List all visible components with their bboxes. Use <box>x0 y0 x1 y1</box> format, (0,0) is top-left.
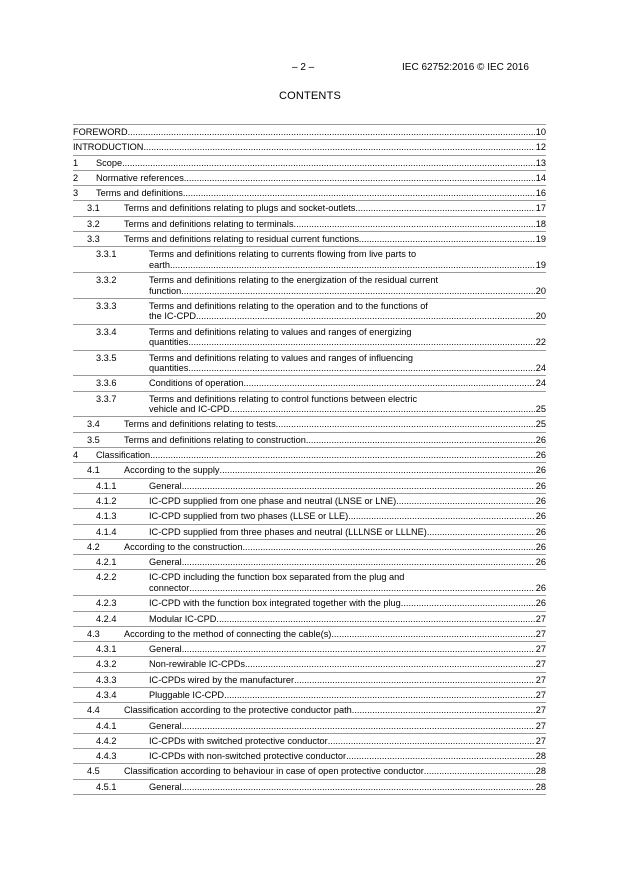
toc-entry-title: IC-CPD supplied from three phases and neutral (LLLNSE or LLLNE) <box>149 526 427 537</box>
toc-entry-number: 4.2.4 <box>96 613 117 624</box>
toc-leader-dots <box>170 260 535 271</box>
toc-entry-title: According to the construction <box>124 541 243 552</box>
toc-entry[interactable] <box>73 171 546 186</box>
toc-entry[interactable] <box>73 325 546 351</box>
toc-leader-dots <box>188 337 534 348</box>
toc-entry[interactable] <box>73 703 546 718</box>
toc-entry[interactable] <box>73 217 546 232</box>
toc-entry[interactable] <box>73 612 546 627</box>
toc-leader-dots <box>143 142 534 153</box>
toc-entry[interactable] <box>73 764 546 779</box>
toc-leader-dots <box>182 557 535 568</box>
toc-page-number: 16 <box>535 188 546 199</box>
toc-leader-dots <box>188 363 534 374</box>
toc-leader-dots <box>306 435 535 446</box>
toc-entry[interactable] <box>73 448 546 463</box>
toc-entry-title: Terms and definitions <box>96 188 183 199</box>
toc-entry[interactable] <box>73 734 546 749</box>
toc-entry-number: 4.4.3 <box>96 751 117 762</box>
toc-leader-dots <box>183 188 535 199</box>
toc-leader-dots <box>294 219 535 230</box>
toc-entry-title: Normative references <box>96 172 184 183</box>
toc-page-number: 24 <box>535 378 546 389</box>
toc-entry-title: Modular IC-CPD <box>149 613 217 624</box>
toc-leader-dots <box>427 527 535 538</box>
toc-entry-number: 4.4.1 <box>96 720 117 731</box>
toc-page-number: 27 <box>535 690 546 700</box>
toc-leader-dots <box>245 659 535 670</box>
toc-leader-dots <box>401 598 535 609</box>
toc-entry-title: Scope <box>96 157 123 168</box>
toc-entry-title: Terms and definitions relating to the operation and to the functions of <box>149 300 428 311</box>
toc-page-number: 27 <box>535 705 546 716</box>
toc-entry-title: According to the method of connecting the cable(s) <box>124 628 332 639</box>
toc-entry[interactable] <box>73 417 546 432</box>
toc-page-number: 26 <box>535 582 546 593</box>
toc-entry-number: 3.1 <box>87 203 100 214</box>
toc-entry-title: General <box>149 781 182 792</box>
toc-entry-number: 4.1 <box>87 465 100 476</box>
toc-entry-title: IC-CPDs with non-switched protective conductor <box>149 751 347 762</box>
toc-page-number: 28 <box>535 766 546 777</box>
toc-page-number: 14 <box>535 172 546 183</box>
toc-entry-number: 4.3.1 <box>96 644 117 655</box>
toc-page-number: 26 <box>535 465 546 476</box>
toc-entry-number: 4.4 <box>87 705 100 716</box>
toc-leader-dots <box>331 629 534 640</box>
toc-entry-title: Classification according to behaviour in case of open protective conductor <box>124 766 424 777</box>
toc-entry[interactable] <box>73 201 546 216</box>
toc-entry-number: 4.1.1 <box>96 480 117 491</box>
toc-entry-title: General <box>149 480 182 491</box>
toc-leader-dots <box>182 782 535 793</box>
toc-page-number: 22 <box>535 337 546 348</box>
toc-page-number: 26 <box>535 526 546 537</box>
toc-entry[interactable] <box>73 642 546 657</box>
toc-page-number: 27 <box>535 735 546 746</box>
toc-entry-title: earth <box>149 259 170 270</box>
toc-page-number: 26 <box>535 598 546 609</box>
toc-entry-title: Terms and definitions relating to plugs and socket-outlets <box>124 203 356 214</box>
toc-entry[interactable] <box>73 186 546 201</box>
toc-page-number: 19 <box>535 234 546 245</box>
toc-entry[interactable] <box>73 540 546 555</box>
toc-entry[interactable] <box>73 463 546 478</box>
toc-entry-number: 4.1.2 <box>96 495 117 506</box>
toc-entry-number: 4 <box>73 450 79 461</box>
toc-leader-dots <box>359 234 535 245</box>
toc-entry[interactable] <box>73 688 546 703</box>
toc-entry-title: Terms and definitions relating to control functions between electric <box>149 393 418 404</box>
toc-entry-title: Conditions of operation <box>149 378 244 389</box>
toc-leader-dots <box>424 766 535 777</box>
toc-page-number: 27 <box>535 613 546 624</box>
toc-entry-title: INTRODUCTION <box>73 142 144 153</box>
toc-entry-number: 3.3.5 <box>96 352 117 363</box>
toc-entry-number: 3.5 <box>87 434 100 445</box>
toc-entry[interactable] <box>73 433 546 448</box>
toc-entry-number: 3.4 <box>87 419 100 430</box>
toc-leader-dots <box>346 751 535 762</box>
toc-entry-number: 3.3.6 <box>96 378 117 389</box>
toc-entry[interactable] <box>73 140 546 155</box>
toc-leader-dots <box>396 496 535 507</box>
toc-page-number: 25 <box>535 419 546 430</box>
toc-page-number: 18 <box>535 218 546 229</box>
toc-entry-number: 3.3 <box>87 234 100 245</box>
toc-leader-dots <box>182 481 535 492</box>
toc-leader-dots <box>122 158 535 169</box>
toc-entry-number: 4.3.3 <box>96 674 117 685</box>
toc-entry[interactable] <box>73 351 546 377</box>
toc-entry-number: 4.2.2 <box>96 572 117 583</box>
toc-entry[interactable] <box>73 232 546 247</box>
toc-page-number: 26 <box>535 541 546 552</box>
toc-entry[interactable] <box>73 749 546 764</box>
toc-entry-title: IC-CPD with the function box integrated together with the plug <box>149 598 401 609</box>
toc-page-number: 27 <box>535 674 546 685</box>
toc-entry-number: 4.1.3 <box>96 511 117 522</box>
toc-leader-dots <box>182 721 535 732</box>
toc-entry-title: FOREWORD <box>73 127 128 137</box>
page-number: – 2 – <box>292 62 315 73</box>
toc-entry-title: Terms and definitions relating to values and ranges of influencing <box>149 352 414 363</box>
toc-entry-title: IC-CPD supplied from two phases (LLSE or LLE) <box>149 511 349 522</box>
toc-entry-number: 3.3.2 <box>96 275 117 286</box>
toc-page-number: 13 <box>535 157 546 168</box>
toc-page-number: 28 <box>535 781 546 792</box>
toc-entry-number: 3 <box>73 188 79 199</box>
toc-leader-dots <box>181 286 535 297</box>
toc-page-number: 20 <box>535 285 546 296</box>
toc-entry-title: function <box>149 285 182 296</box>
toc-entry-title: Pluggable IC-CPD <box>149 690 225 700</box>
toc-leader-dots <box>294 675 535 686</box>
toc-entry-number: 1 <box>73 157 79 168</box>
toc-entry[interactable] <box>73 299 546 325</box>
toc-page-number: 12 <box>535 142 546 153</box>
toc-page-number: 25 <box>535 404 546 415</box>
toc-entry-title: quantities <box>149 337 189 348</box>
page-title: CONTENTS <box>278 90 342 102</box>
toc-entry-title: Terms and definitions relating to values and ranges of energizing <box>149 326 412 337</box>
toc-entry[interactable] <box>73 627 546 642</box>
toc-entry-number: 4.3.4 <box>96 690 117 700</box>
toc-page-number: 10 <box>535 127 546 137</box>
toc-entry-number: 4.5 <box>87 766 100 777</box>
toc-entry-title: According to the supply <box>124 465 220 476</box>
toc-page-number: 27 <box>535 720 546 731</box>
toc-entry-title: quantities <box>149 363 189 374</box>
toc-entry-number: 4.3.2 <box>96 659 117 670</box>
toc-entry-title: General <box>149 644 182 655</box>
toc-entry[interactable] <box>73 376 546 391</box>
toc-entry-number: 3.3.3 <box>96 300 117 311</box>
toc-leader-dots <box>182 644 535 655</box>
toc-leader-dots <box>244 378 535 389</box>
toc-page-number: 27 <box>535 628 546 639</box>
toc-entry-title: Terms and definitions relating to terminals <box>124 218 294 229</box>
toc-entry[interactable] <box>73 719 546 734</box>
toc-entry-number: 4.2.3 <box>96 598 117 609</box>
toc-leader-dots <box>352 705 535 716</box>
toc-entry[interactable] <box>73 392 546 418</box>
toc-entry[interactable] <box>73 247 546 273</box>
document-reference: IEC 62752:2016 © IEC 2016 <box>402 62 529 73</box>
toc-entry-number: 4.5.1 <box>96 781 117 792</box>
toc-entry-title: connector <box>149 582 190 593</box>
toc-leader-dots <box>128 127 535 138</box>
toc-entry-title: General <box>149 557 182 568</box>
toc-leader-dots <box>216 614 534 625</box>
toc-entry[interactable] <box>73 124 546 140</box>
toc-entry-title: Terms and definitions relating to construction <box>124 434 306 445</box>
toc-entry[interactable] <box>73 479 546 494</box>
toc-leader-dots <box>184 173 535 184</box>
toc-entry-title: Classification according to the protective conductor path <box>124 705 352 716</box>
toc-entry-title: IC-CPD including the function box separated from the plug and <box>149 572 405 583</box>
toc-entry-title: Terms and definitions relating to currents flowing from live parts to <box>149 249 417 260</box>
toc-entry[interactable] <box>73 570 546 596</box>
toc-entry-number: 4.1.4 <box>96 526 117 537</box>
toc-entry[interactable] <box>73 596 546 611</box>
toc-leader-dots <box>196 311 535 322</box>
toc-leader-dots <box>355 203 534 214</box>
toc-page-number: 24 <box>535 363 546 374</box>
toc-entry-title: Terms and definitions relating to residual current functions <box>124 234 359 245</box>
toc-entry-title: Terms and definitions relating to tests <box>124 419 276 430</box>
toc-page-number: 26 <box>535 434 546 445</box>
toc-leader-dots <box>242 542 534 553</box>
toc-leader-dots <box>230 404 535 415</box>
toc-entry-number: 3.2 <box>87 218 100 229</box>
toc-page-number: 26 <box>535 495 546 506</box>
toc-entry-number: 4.2 <box>87 541 100 552</box>
toc-entry[interactable] <box>73 273 546 299</box>
toc-page-number: 26 <box>535 511 546 522</box>
toc-page-number: 26 <box>535 480 546 491</box>
toc-page-number: 26 <box>535 450 546 461</box>
toc-entry-number: 2 <box>73 172 79 183</box>
toc-entry-number: 3.3.4 <box>96 326 117 337</box>
table-of-contents <box>73 124 546 795</box>
toc-page-number: 17 <box>535 203 546 214</box>
toc-entry-title: IC-CPD supplied from one phase and neutral (LNSE or LNE) <box>149 495 397 506</box>
toc-leader-dots <box>276 419 535 430</box>
toc-entry-title: IC-CPDs wired by the manufacturer <box>149 674 295 685</box>
toc-entry-title: Classification <box>96 450 151 461</box>
toc-leader-dots <box>189 583 534 594</box>
toc-entry-title: Non-rewirable IC-CPDs <box>149 659 245 670</box>
toc-entry-title: vehicle and IC-CPD <box>149 404 230 415</box>
toc-page-number: 27 <box>535 659 546 670</box>
toc-entry-number: 4.3 <box>87 628 100 639</box>
toc-entry-number: 4.4.2 <box>96 735 117 746</box>
toc-entry[interactable] <box>73 509 546 524</box>
toc-leader-dots <box>348 511 535 522</box>
toc-page-number: 26 <box>535 557 546 568</box>
toc-leader-dots <box>220 465 535 476</box>
toc-entry-number: 3.3.7 <box>96 393 117 404</box>
toc-leader-dots <box>150 450 535 461</box>
toc-page-number: 19 <box>535 259 546 270</box>
toc-entry[interactable] <box>73 657 546 672</box>
toc-leader-dots <box>328 736 535 747</box>
toc-page-number: 20 <box>535 311 546 322</box>
toc-entry[interactable] <box>73 494 546 509</box>
toc-entry-number: 3.3.1 <box>96 249 117 260</box>
toc-entry-title: IC-CPDs with switched protective conductor <box>149 735 328 746</box>
toc-entry[interactable] <box>73 156 546 171</box>
toc-entry-title: the IC-CPD <box>149 311 196 322</box>
toc-entry[interactable] <box>73 780 546 795</box>
toc-entry-title: General <box>149 720 182 731</box>
toc-entry[interactable] <box>73 673 546 688</box>
toc-leader-dots <box>224 690 535 701</box>
toc-entry-title: Terms and definitions relating to the energization of the residual current <box>149 275 439 286</box>
toc-page-number: 28 <box>535 751 546 762</box>
toc-page-number: 27 <box>535 644 546 655</box>
toc-entry[interactable] <box>73 525 546 540</box>
toc-entry[interactable] <box>73 555 546 570</box>
toc-entry-number: 4.2.1 <box>96 557 117 568</box>
